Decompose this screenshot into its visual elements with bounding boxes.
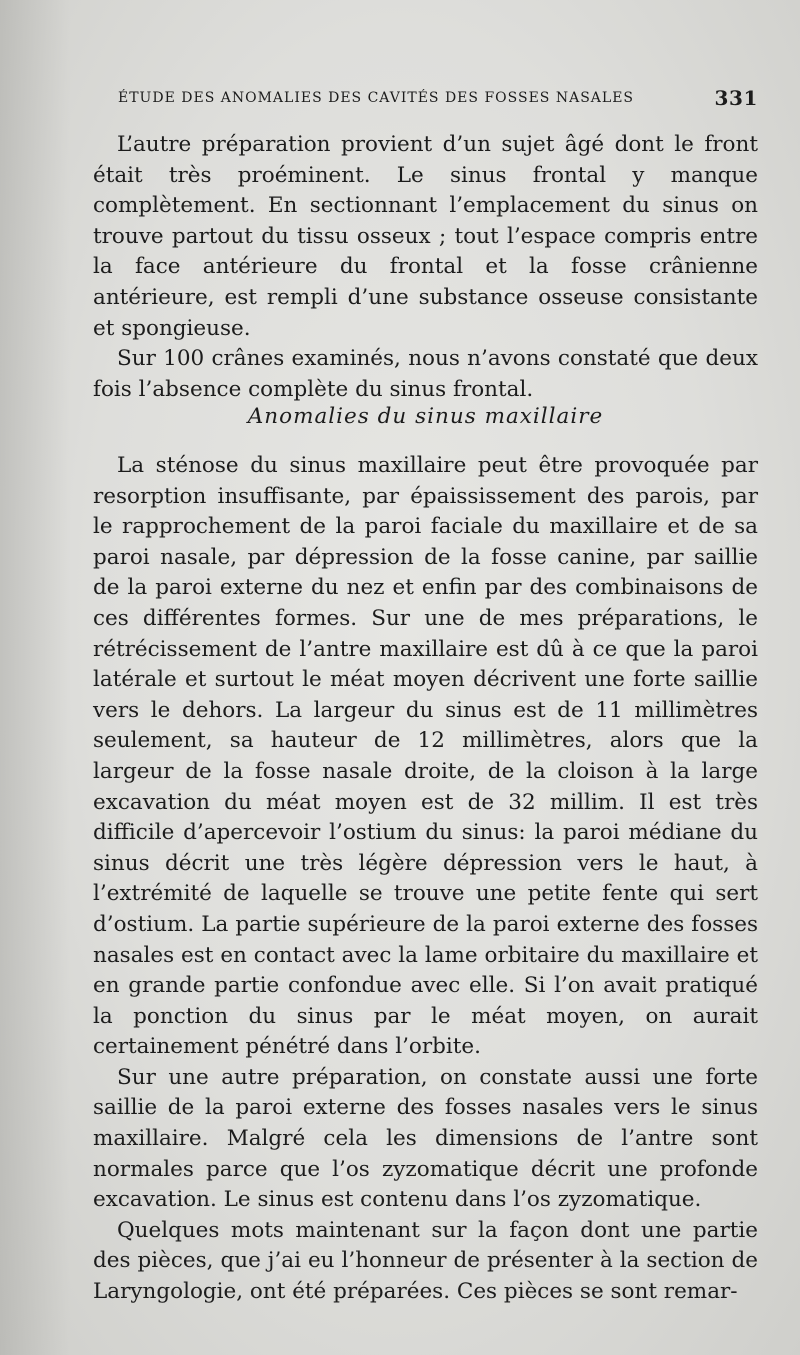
page-number: 331 bbox=[714, 86, 758, 110]
section-heading: Anomalies du sinus maxillaire bbox=[247, 404, 604, 429]
body-text-top bbox=[93, 130, 758, 405]
paragraph: Quelques mots maintenant sur la façon dont une partie des pièces, que j’ai eu l’honneur de présenter à la section de Laryngologie, ont été préparées. Ces pièces se sont remar- bbox=[93, 1217, 758, 1305]
paragraph: La sténose du sinus maxillaire peut être provoquée par resorption insuffisante, par épaississement des parois, par le rapprochement de la paroi faciale du maxillaire et de sa paroi nasale, par dépression de la fosse canine, par saillie de la paroi externe du nez et enfin par des combinaisons de ces différentes formes. Sur une de mes préparations, le rétrécissement de l’antre maxillaire est dû à ce que la paroi latérale et surtout le méat moyen décrivent une forte saillie vers le dehors. La largeur du sinus est de 11 millimètres seulement, sa hauteur de 12 millimètres, alors que la largeur de la fosse nasale droite, de la cloison à la large excavation du méat moyen est de 32 millim. Il est très difficile d’apercevoir l’ostium du sinus: la paroi médiane du sinus décrit une très légère dépression vers le haut, à l’extrémité de laquelle se trouve une petite fente qui sert d’ostium. La partie supérieure de la paroi externe des fosses nasales est en contact avec la lame orbitaire du maxillaire et en grande partie confondue avec elle. Si l’on avait pratiqué la ponction du sinus par le méat moyen, on aurait certainement pénétré dans l’orbite. bbox=[93, 453, 758, 1060]
body-text-bottom bbox=[93, 451, 758, 1308]
running-header bbox=[118, 86, 758, 116]
page-gutter-shadow bbox=[0, 0, 70, 1355]
paragraph: Sur une autre préparation, on constate aussi une forte saillie de la paroi externe des fosses nasales vers le sinus maxillaire. Malgré cela les dimensions de l’antre sont normales parce que l’os zyzomatique décrit une profonde excavation. Le sinus est contenu dans l’os zyzomatique. bbox=[93, 1064, 758, 1213]
paragraph: Sur 100 crânes examinés, nous n’avons constaté que deux fois l’absence complète du sinus frontal. bbox=[93, 346, 758, 402]
running-title: ÉTUDE DES ANOMALIES DES CAVITÉS DES FOSSES NASALES bbox=[118, 90, 634, 106]
paragraph: L’autre préparation provient d’un sujet âgé dont le front était très proéminent. Le sinus frontal y manque complètement. En sectionnant l’emplacement du sinus on trouve partout du tissu osseux ; tout l’espace compris entre la face antérieure du frontal et la fosse crânienne antérieure, est rempli d’une substance osseuse consistante et spongieuse. bbox=[93, 132, 758, 341]
